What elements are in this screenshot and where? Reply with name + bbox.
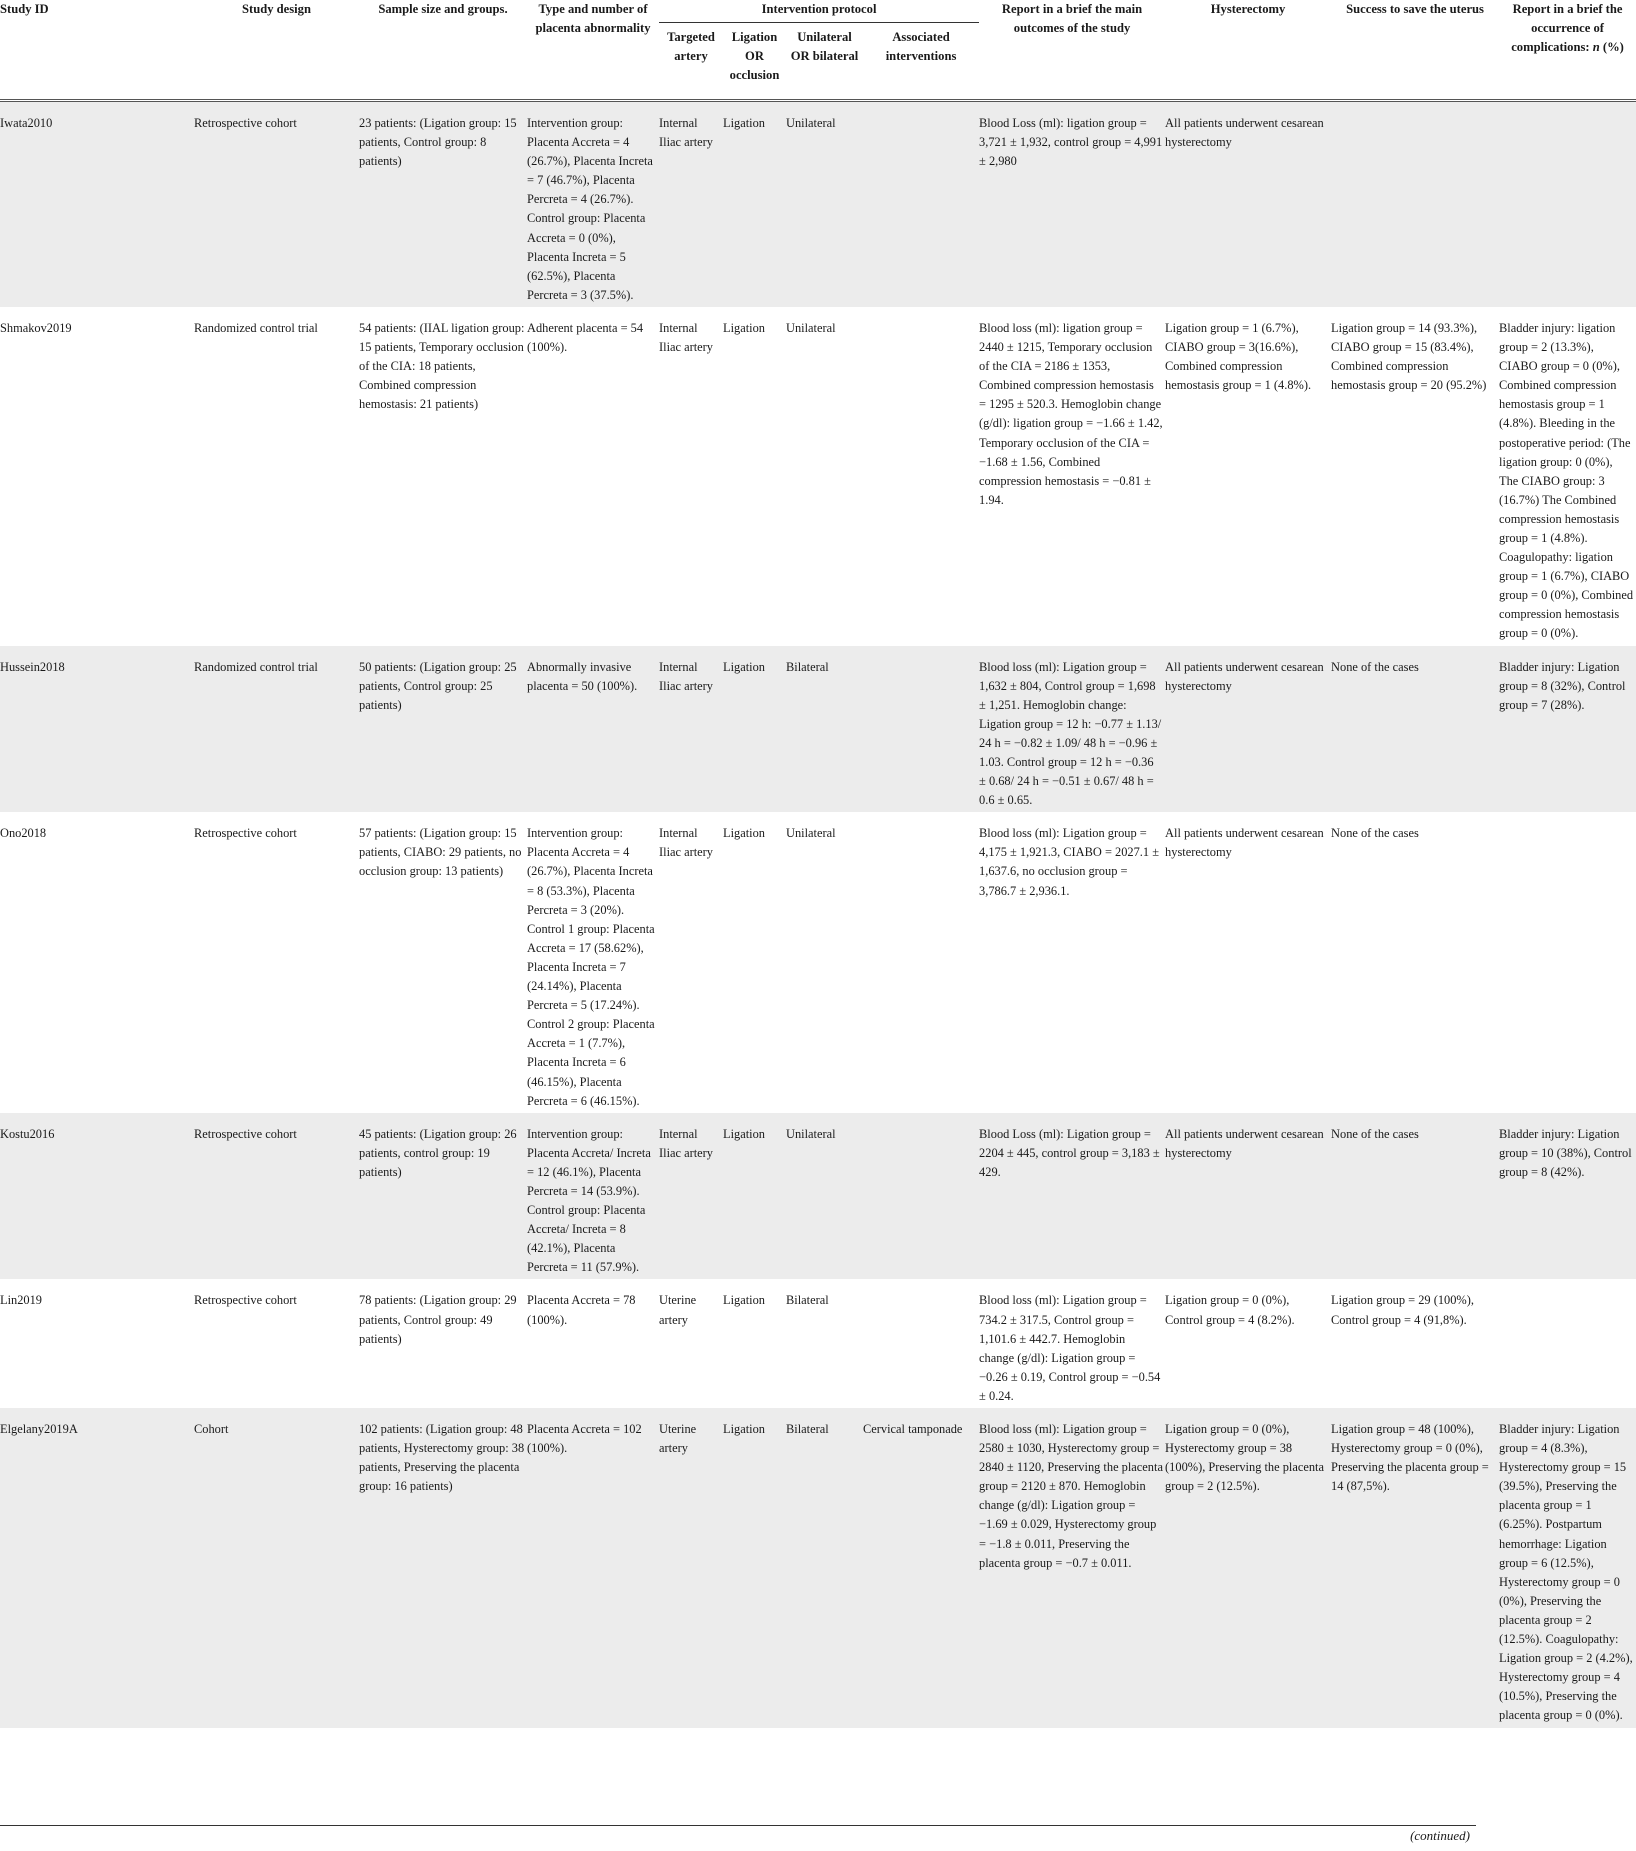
cell-hysterectomy: Ligation group = 0 (0%), Hysterectomy group = 38 (100%), Preserving the placenta group = 2 (12.5%). — [1165, 1408, 1331, 1728]
cell-ligation-occlusion: Ligation — [723, 1408, 786, 1728]
cell-placenta-type: Placenta Accreta = 102 (100%). — [527, 1408, 659, 1728]
cell-sample-size: 102 patients: (Ligation group: 48 patients, Hysterectomy group: 38 patients, Preserving the placenta group: 16 patients) — [359, 1408, 527, 1728]
cell-success-uterus: None of the cases — [1331, 826, 1419, 841]
cell-complications — [1499, 1279, 1636, 1408]
cell-hysterectomy: All patients underwent cesarean hysterectomy — [1165, 1113, 1331, 1280]
table-row — [0, 101, 1636, 307]
cell-hysterectomy: Ligation group = 0 (0%), Control group = 4 (8.2%). — [1165, 1293, 1295, 1327]
header-sample-size: Sample size and groups. — [378, 2, 508, 16]
cell-sample-size: 45 patients: (Ligation group: 26 patients, control group: 19 patients) — [359, 1113, 527, 1280]
cell-targeted-artery: Internal Iliac artery — [659, 1113, 723, 1280]
cell-laterality: Unilateral — [786, 826, 836, 841]
cell-study-id: Elgelany2019A — [0, 1408, 194, 1728]
cell-main-outcomes: Blood loss (ml): Ligation group = 1,632 ± 804, Control group = 1,698 ± 1,251. Hemoglobin change: Ligation group = 12 h: −0.77 ± 1.13/ 24 h = −0.82 ± 1.09/ 48 h = −0.96 ± 1.03. Control group = 12 h = −0.36 ± 0.68/ 24 h = −0.51 ± 0.67/ 48 h = 0.6 ± 0.65. — [979, 646, 1165, 813]
cell-main-outcomes: Blood loss (ml): Ligation group = 734.2 ± 317.5, Control group = 1,101.6 ± 442.7. Hemoglobin change (g/dl): Ligation group = −0.26 ± 0.19, Control group = −0.54 ± 0.24. — [979, 1293, 1161, 1403]
cell-hysterectomy: Ligation group = 1 (6.7%), CIABO group = 3(16.6%), Combined compression hemostasis group = 1 (4.8%). — [1165, 320, 1312, 393]
cell-placenta-type: Adherent placenta = 54 (100%). — [527, 320, 644, 355]
cell-study-design: Cohort — [194, 1408, 359, 1728]
header-complications-suffix: (%) — [1599, 40, 1624, 54]
header-unilateral-bilateral: Unilateral OR bilateral — [790, 30, 859, 63]
header-targeted-artery: Targeted artery — [667, 30, 715, 63]
cell-study-id: Kostu2016 — [0, 1113, 194, 1280]
header-ligation-occlusion: Ligation OR occlusion — [729, 30, 780, 82]
cell-laterality: Unilateral — [786, 320, 836, 335]
cell-targeted-artery: Uterine artery — [659, 1408, 723, 1728]
cell-sample-size: 54 patients: (IIAL ligation group: 15 patients, Temporary occlusion of the CIA: 18 patients, Combined compression hemostasis: 21 patients) — [359, 320, 525, 412]
cell-study-design: Randomized control trial — [194, 320, 318, 335]
table-row — [0, 1279, 1636, 1408]
header-associated-interventions: Associated interventions — [885, 30, 957, 63]
cell-placenta-type: Intervention group: Placenta Accreta = 4 (26.7%), Placenta Increta = 8 (53.3%), Placenta Percreta = 3 (20%). Control 1 group: Placenta Accreta = 17 (58.62%), Placenta Increta = 7 (24.14%), Placenta Percreta = 5 (17.24%). Control 2 group: Placenta Accreta = 1 (7.7%), Placenta Increta = 6 (46.15%), Placenta Percreta = 6 (46.15%). — [527, 826, 655, 1108]
header-success-uterus: Success to save the uterus — [1346, 2, 1484, 16]
header-study-id: Study ID — [0, 2, 49, 16]
header-complications-prefix: Report in a brief the occurrence of complications: — [1511, 2, 1623, 54]
table-row — [0, 812, 1636, 1112]
table-row — [0, 1113, 1636, 1280]
cell-placenta-type: Intervention group: Placenta Accreta/ Increta = 12 (46.1%), Placenta Percreta = 14 (53.9%). Control group: Placenta Accreta/ Increta = 8 (42.1%), Placenta Percreta = 11 (57.9%). — [527, 1113, 659, 1280]
cell-study-design: Retrospective cohort — [194, 1293, 297, 1308]
cell-ligation-occlusion: Ligation — [723, 1293, 765, 1308]
cell-complications: Bladder injury: ligation group = 2 (13.3%), CIABO group = 0 (0%), Combined compression hemostasis group = 1 (4.8%). Bleeding in the postoperative period: (The ligation group: 0 (0%), The CIABO group: 3 (16.7%) The Combined compression hemostasis group = 1 (4.8%). Coagulopathy: ligation group = 1 (6.7%), CIABO group = 0 (0%), Combined compression hemostasis group = 0 (0%). — [1499, 320, 1634, 641]
cell-sample-size: 23 patients: (Ligation group: 15 patients, Control group: 8 patients) — [359, 101, 527, 307]
cell-associated-interventions — [863, 1279, 979, 1408]
header-hysterectomy: Hysterectomy — [1210, 2, 1286, 16]
header-study-design: Study design — [242, 2, 311, 16]
bottom-rule — [0, 1825, 1476, 1826]
cell-hysterectomy: All patients underwent cesarean hysterectomy — [1165, 826, 1324, 860]
cell-associated-interventions — [863, 812, 979, 1112]
cell-laterality: Bilateral — [786, 1293, 829, 1308]
header-main-outcomes: Report in a brief the main outcomes of the study — [1001, 2, 1143, 35]
cell-laterality: Bilateral — [786, 1408, 863, 1728]
cell-main-outcomes: Blood loss (ml): ligation group = 2440 ± 1215, Temporary occlusion of the CIA = 2186 ± 1353, Combined compression hemostasis = 1295 ± 520.3. Hemoglobin change (g/dl): ligation group = −1.66 ± 1.42, Temporary occlusion of the CIA = −1.68 ± 1.56, Combined compression hemostasis = −0.81 ± 1.94. — [979, 320, 1163, 507]
cell-placenta-type: Abnormally invasive placenta = 50 (100%). — [527, 646, 659, 813]
cell-study-id: Hussein2018 — [0, 646, 194, 813]
cell-targeted-artery: Internal Iliac artery — [659, 101, 723, 307]
cell-associated-interventions — [863, 1113, 979, 1280]
header-intervention-protocol: Intervention protocol — [659, 0, 979, 23]
cell-study-design: Retrospective cohort — [194, 826, 297, 841]
cell-study-id: Iwata2010 — [0, 101, 194, 307]
cell-hysterectomy: All patients underwent cesarean hysterectomy — [1165, 646, 1331, 813]
cell-success-uterus: None of the cases — [1331, 646, 1499, 813]
cell-sample-size: 50 patients: (Ligation group: 25 patients, Control group: 25 patients) — [359, 646, 527, 813]
header-complications — [1499, 0, 1636, 101]
cell-targeted-artery: Uterine artery — [659, 1293, 697, 1327]
cell-main-outcomes: Blood Loss (ml): ligation group = 3,721 ± 1,932, control group = 4,991 ± 2,980 — [979, 101, 1165, 307]
cell-ligation-occlusion: Ligation — [723, 826, 765, 841]
cell-sample-size: 57 patients: (Ligation group: 15 patients, CIABO: 29 patients, no occlusion group: 13 patients) — [359, 826, 522, 879]
cell-laterality: Bilateral — [786, 646, 863, 813]
cell-targeted-artery: Internal Iliac artery — [659, 826, 713, 860]
cell-study-design: Retrospective cohort — [194, 101, 359, 307]
continued-label: (continued) — [1410, 1828, 1470, 1843]
cell-ligation-occlusion: Ligation — [723, 646, 786, 813]
cell-associated-interventions: Cervical tamponade — [863, 1408, 979, 1728]
cell-complications: Bladder injury: Ligation group = 8 (32%), Control group = 7 (28%). — [1499, 646, 1636, 813]
cell-associated-interventions — [863, 307, 979, 646]
cell-study-id: Lin2019 — [0, 1293, 42, 1308]
cell-study-design: Randomized control trial — [194, 646, 359, 813]
cell-ligation-occlusion: Ligation — [723, 1113, 786, 1280]
table-row — [0, 646, 1636, 813]
cell-laterality: Unilateral — [786, 101, 863, 307]
cell-success-uterus: Ligation group = 29 (100%), Control group = 4 (91,8%). — [1331, 1293, 1474, 1327]
cell-complications — [1499, 812, 1636, 1112]
cell-ligation-occlusion: Ligation — [723, 101, 786, 307]
table-body — [0, 101, 1636, 1728]
cell-associated-interventions — [863, 101, 979, 307]
cell-targeted-artery: Internal Iliac artery — [659, 320, 713, 355]
cell-study-id: Shmakov2019 — [0, 320, 72, 335]
table-row — [0, 307, 1636, 646]
cell-hysterectomy: All patients underwent cesarean hysterectomy — [1165, 101, 1331, 307]
cell-complications: Bladder injury: Ligation group = 4 (8.3%), Hysterectomy group = 15 (39.5%), Preserving the placenta group = 1 (6.25%). Postpartum hemorrhage: Ligation group = 6 (12.5%), Hysterectomy group = 0 (0%), Preserving the placenta group = 2 (12.5%). Coagulopathy: Ligation group = 2 (4.2%), Hysterectomy group = 4 (10.5%), Preserving the placenta group = 0 (0%). — [1499, 1408, 1636, 1728]
cell-main-outcomes: Blood Loss (ml): Ligation group = 2204 ± 445, control group = 3,183 ± 429. — [979, 1113, 1165, 1280]
cell-laterality: Unilateral — [786, 1113, 863, 1280]
cell-associated-interventions — [863, 646, 979, 813]
table-header — [0, 0, 1636, 101]
cell-main-outcomes: Blood loss (ml): Ligation group = 2580 ± 1030, Hysterectomy group = 2840 ± 1120, Preserving the placenta group = 2120 ± 870. Hemoglobin change (g/dl): Ligation group = −1.69 ± 0.029, Hysterectomy group = −1.8 ± 0.011, Preserving the placenta group = −0.7 ± 0.011. — [979, 1408, 1165, 1728]
header-complications-n: n — [1592, 40, 1600, 54]
cell-main-outcomes: Blood loss (ml): Ligation group = 4,175 ± 1,921.3, CIABO = 2027.1 ± 1,637.6, no occlusion group = 3,786.7 ± 2,936.1. — [979, 826, 1159, 898]
cell-placenta-type: Placenta Accreta = 78 (100%). — [527, 1293, 636, 1327]
cell-success-uterus: Ligation group = 14 (93.3%), CIABO group = 15 (83.4%), Combined compression hemostasis group = 20 (95.2%) — [1331, 320, 1487, 393]
cell-success-uterus — [1331, 101, 1499, 307]
cell-complications — [1499, 101, 1636, 307]
header-placenta-type: Type and number of placenta abnormality — [535, 2, 651, 35]
cell-sample-size: 78 patients: (Ligation group: 29 patients, Control group: 49 patients) — [359, 1293, 517, 1346]
cell-success-uterus: Ligation group = 48 (100%), Hysterectomy group = 0 (0%), Preserving the placenta group = 14 (87,5%). — [1331, 1408, 1499, 1728]
cell-study-id: Ono2018 — [0, 826, 47, 841]
cell-ligation-occlusion: Ligation — [723, 320, 765, 335]
table-row — [0, 1408, 1636, 1728]
cell-study-design: Retrospective cohort — [194, 1113, 359, 1280]
cell-complications: Bladder injury: Ligation group = 10 (38%), Control group = 8 (42%). — [1499, 1113, 1636, 1280]
cell-success-uterus: None of the cases — [1331, 1113, 1499, 1280]
cell-targeted-artery: Internal Iliac artery — [659, 646, 723, 813]
cell-placenta-type: Intervention group: Placenta Accreta = 4 (26.7%), Placenta Increta = 7 (46.7%), Placenta Percreta = 4 (26.7%). Control group: Placenta Accreta = 0 (0%), Placenta Increta = 5 (62.5%), Placenta Percreta = 3 (37.5%). — [527, 101, 659, 307]
